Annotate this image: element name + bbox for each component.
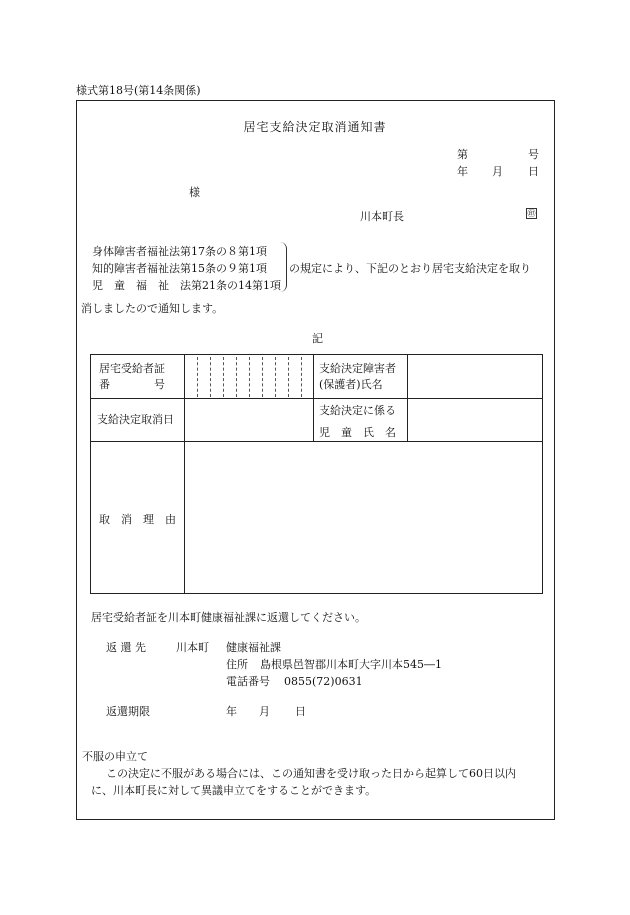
cancel-date-label: 支給決定取消日 — [97, 413, 174, 426]
reason-label: 取 消 理 由 — [99, 513, 176, 526]
law-reference-2: 知的障害者福祉法第15条の９第1項 — [92, 262, 267, 275]
address-value: 島根県邑智郡川本町大字川本545―1 — [260, 658, 442, 671]
col-divider-2 — [313, 355, 314, 441]
seal-icon: ㊞ — [527, 209, 536, 218]
col-divider-3 — [407, 355, 408, 441]
digit-divider — [275, 357, 276, 397]
addressee-honorific: 様 — [189, 186, 200, 199]
digit-divider — [197, 357, 198, 397]
deadline-month: 月 — [259, 705, 270, 718]
col-divider-1 — [184, 355, 185, 593]
recipient-label-2: (保護者)氏名 — [319, 378, 383, 391]
date-month: 月 — [492, 165, 503, 178]
law-continuation-2: 消しましたので通知します。 — [81, 302, 224, 315]
return-instruction: 居宅受給者証を川本町健康福祉課に返還してください。 — [91, 611, 366, 624]
phone-value: 0855(72)0631 — [284, 675, 363, 688]
digit-divider — [236, 357, 237, 397]
law-continuation: の規定により、下記のとおり居宅支給決定を取り — [289, 262, 531, 275]
law-reference-3: 児 童 福 祉 法第21条の14第1項 — [92, 279, 281, 292]
digit-divider — [301, 357, 302, 397]
ki-heading: 記 — [312, 332, 323, 345]
return-department: 健康福祉課 — [226, 641, 281, 654]
return-destination-label: 返 還 先 — [106, 641, 146, 654]
form-number: 様式第18号(第14条関係) — [76, 84, 201, 97]
phone-label: 電話番号 — [226, 675, 270, 688]
date-day: 日 — [528, 165, 539, 178]
cert-number-label-2: 番 号 — [99, 378, 165, 391]
number-suffix: 号 — [528, 148, 539, 161]
digit-divider — [223, 357, 224, 397]
issuer-name: 川本町長 — [360, 210, 404, 223]
recipient-label-1: 支給決定障害者 — [319, 362, 396, 375]
appeal-text-line-2: に、川本町長に対して異議申立てをすることができます。 — [91, 784, 377, 797]
row-divider-2 — [91, 441, 542, 442]
return-organization: 川本町 — [176, 641, 209, 654]
document-title: 居宅支給決定取消通知書 — [243, 120, 387, 134]
digit-divider — [262, 357, 263, 397]
details-table — [90, 354, 543, 594]
digit-divider — [288, 357, 289, 397]
date-year: 年 — [457, 165, 468, 178]
deadline-day: 日 — [295, 705, 306, 718]
digit-divider — [249, 357, 250, 397]
return-deadline-label: 返還期限 — [106, 705, 150, 718]
row-divider-1 — [91, 398, 542, 399]
child-name-label-2: 児 童 氏 名 — [319, 426, 396, 439]
appeal-heading: 不服の申立て — [82, 750, 148, 763]
address-label: 住所 — [226, 658, 248, 671]
law-brace — [280, 242, 287, 292]
child-name-label-1: 支給決定に係る — [319, 404, 396, 417]
digit-divider — [210, 357, 211, 397]
deadline-year: 年 — [226, 705, 237, 718]
cert-number-label-1: 居宅受給者証 — [99, 362, 165, 375]
law-reference-1: 身体障害者福祉法第17条の８第1項 — [92, 245, 267, 258]
appeal-text-line-1: この決定に不服がある場合には、この通知書を受け取った日から起算して60日以内 — [106, 767, 516, 780]
number-prefix: 第 — [457, 148, 468, 161]
